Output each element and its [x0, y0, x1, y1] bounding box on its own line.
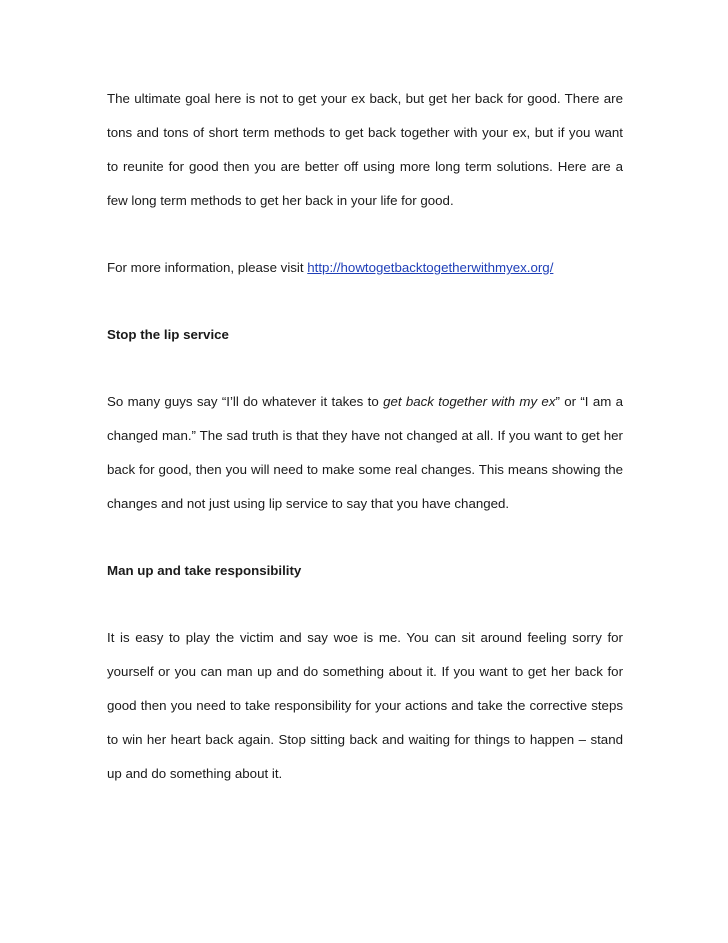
paragraph-spacer [107, 521, 623, 554]
paragraph-spacer [107, 285, 623, 318]
paragraph-spacer [107, 588, 623, 621]
paragraph-spacer [107, 352, 623, 385]
document-page [107, 82, 623, 791]
website-link[interactable]: http://howtogetbacktogetherwithmyex.org/ [307, 260, 554, 275]
info-prefix: For more information, please visit [107, 260, 308, 275]
lip-service-paragraph [107, 385, 623, 521]
intro-paragraph: The ultimate goal here is not to get your ex back, but get her back for good. There are tons and tons of short term methods to get back together with your ex, but if you want to reunite for good then you are better off using more long term solutions. Here are a few long term methods to get her back in your life for good. [107, 91, 623, 208]
paragraph-spacer [107, 218, 623, 251]
lip-service-text-before: So many guys say “I’ll do whatever it takes to [107, 394, 384, 409]
section-heading-responsibility: Man up and take responsibility [107, 563, 302, 578]
lip-service-text-after: ” or “I am a changed man.” The sad truth is that they have not changed at all. If you want to get her back for good, then you will need to make some real changes. This means showing the changes and not just using lip service to say that you have changed. [107, 394, 624, 511]
info-paragraph [107, 251, 623, 285]
responsibility-paragraph: It is easy to play the victim and say woe is me. You can sit around feeling sorry for yourself or you can man up and do something about it. If you want to get her back for good then you need to take responsibility for your actions and take the corrective steps to win her heart back again. Stop sitting back and waiting for things to happen – stand up and do something about it. [107, 630, 623, 781]
lip-service-emphasis: get back together with my ex [383, 394, 556, 409]
section-heading-lip-service: Stop the lip service [107, 327, 229, 342]
